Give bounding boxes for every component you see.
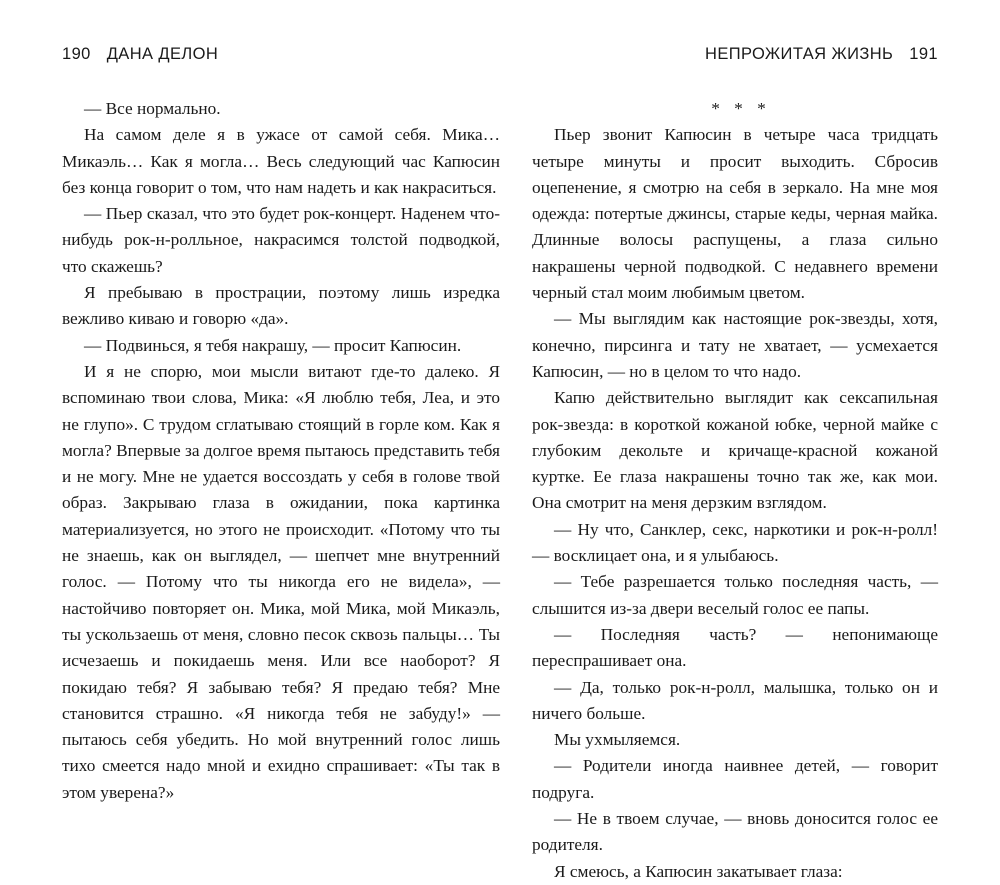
paragraph: Мы ухмыляемся. <box>554 730 681 750</box>
right-running-head <box>500 45 938 71</box>
paragraph: — Да, только рок-н-ролл, малышка, только он и ничего больше. <box>532 677 938 723</box>
paragraph: — Мы выглядим как настоящие рок-звезды, хотя, конечно, пирсинга и тату не хватает, — усмехается Капюсин, — но в целом то что надо. <box>532 309 938 381</box>
paragraph: — Не в твоем случае, — вновь доносится голос ее родителя. <box>532 809 938 855</box>
paragraph: — Родители иногда наивнее детей, — говорит подруга. <box>532 756 938 802</box>
left-page-text <box>62 96 500 806</box>
paragraph: И я не спорю, мои мысли витают где-то далеко. Я вспоминаю твои слова, Мика: «Я люблю тебя, Леа, и это не глупо». С трудом сглатываю стоящий в горле ком. Как я могла? Впервые за долгое время пытаюсь представить тебя и не могу. Мне не удается воссоздать у себя в голове твой образ. Закрываю глаза в ожидании, пока картинка материализуется, но этого не происходит. «Потому что ты не знаешь, как он выглядел, — шепчет мне внутренний голос. — Потому что ты никогда его не видела», — настойчиво повторяет он. Мика, мой Мика, мой Микаэль, ты ускользаешь от меня, словно песок сквозь пальцы… Ты исчезаешь и покидаешь меня. Или все наоборот? Я покидаю тебя? Я забываю тебя? Я предаю тебя? Мне становится страшно. «Я никогда тебя не забуду!» — пытаюсь себя убедить. Но мой внутренний голос лишь тихо смеется надо мной и ехидно спрашивает: «Ты так в этом уверена?» <box>62 361 500 802</box>
paragraph: — Все нормально. <box>84 99 221 118</box>
author-name: ДАНА ДЕЛОН <box>106 45 219 63</box>
right-page <box>500 0 938 881</box>
left-page-number: 190 <box>62 45 91 63</box>
paragraph: Я смеюсь, а Капюсин закатывает глаза: <box>554 861 843 881</box>
paragraph: Пьер звонит Капюсин в четыре часа тридцать четыре минуты и просит выходить. Сбросив оцепенение, я смотрю на себя в зеркало. На мне моя одежда: потертые джинсы, старые кеды, черная майка. Длинные волосы распущены, а глаза сильно накрашены черной подводкой. С недавнего времени черный стал моим любимым цветом. <box>532 125 938 303</box>
left-running-head <box>62 45 500 71</box>
section-break: * * * <box>711 99 771 118</box>
paragraph: Капю действительно выглядит как сексапильная рок-звезда: в короткой кожаной юбке, черной майке с глубоким декольте и кричаще-красной кожаной куртке. Ее глаза накрашены точно так же, как мои. Она смотрит на меня дерзким взглядом. <box>532 388 938 513</box>
right-page-number: 191 <box>909 45 938 63</box>
right-page-text <box>532 96 938 885</box>
paragraph: — Последняя часть? — непонимающе переспрашивает она. <box>532 624 938 671</box>
paragraph: — Подвинься, я тебя накрашу, — просит Капюсин. <box>84 335 462 355</box>
book-title: НЕПРОЖИТАЯ ЖИЗНЬ <box>705 45 894 63</box>
paragraph: Я пребываю в прострации, поэтому лишь изредка вежливо киваю и говорю «да». <box>62 283 500 329</box>
paragraph: — Тебе разрешается только последняя часть, — слышится из-за двери веселый голос ее папы. <box>532 572 938 618</box>
paragraph: — Пьер сказал, что это будет рок-концерт. Наденем что-нибудь рок-н-ролльное, накрасимся толстой подводкой, что скажешь? <box>62 204 500 276</box>
paragraph: — Ну что, Санклер, секс, наркотики и рок-н-ролл! — восклицает она, и я улыбаюсь. <box>532 519 938 566</box>
paragraph: На самом деле я в ужасе от самой себя. Мика… Микаэль… Как я могла… Весь следующий час Капюсин без конца говорит о том, что нам надеть и как накраситься. <box>62 125 500 197</box>
left-page <box>62 0 500 800</box>
